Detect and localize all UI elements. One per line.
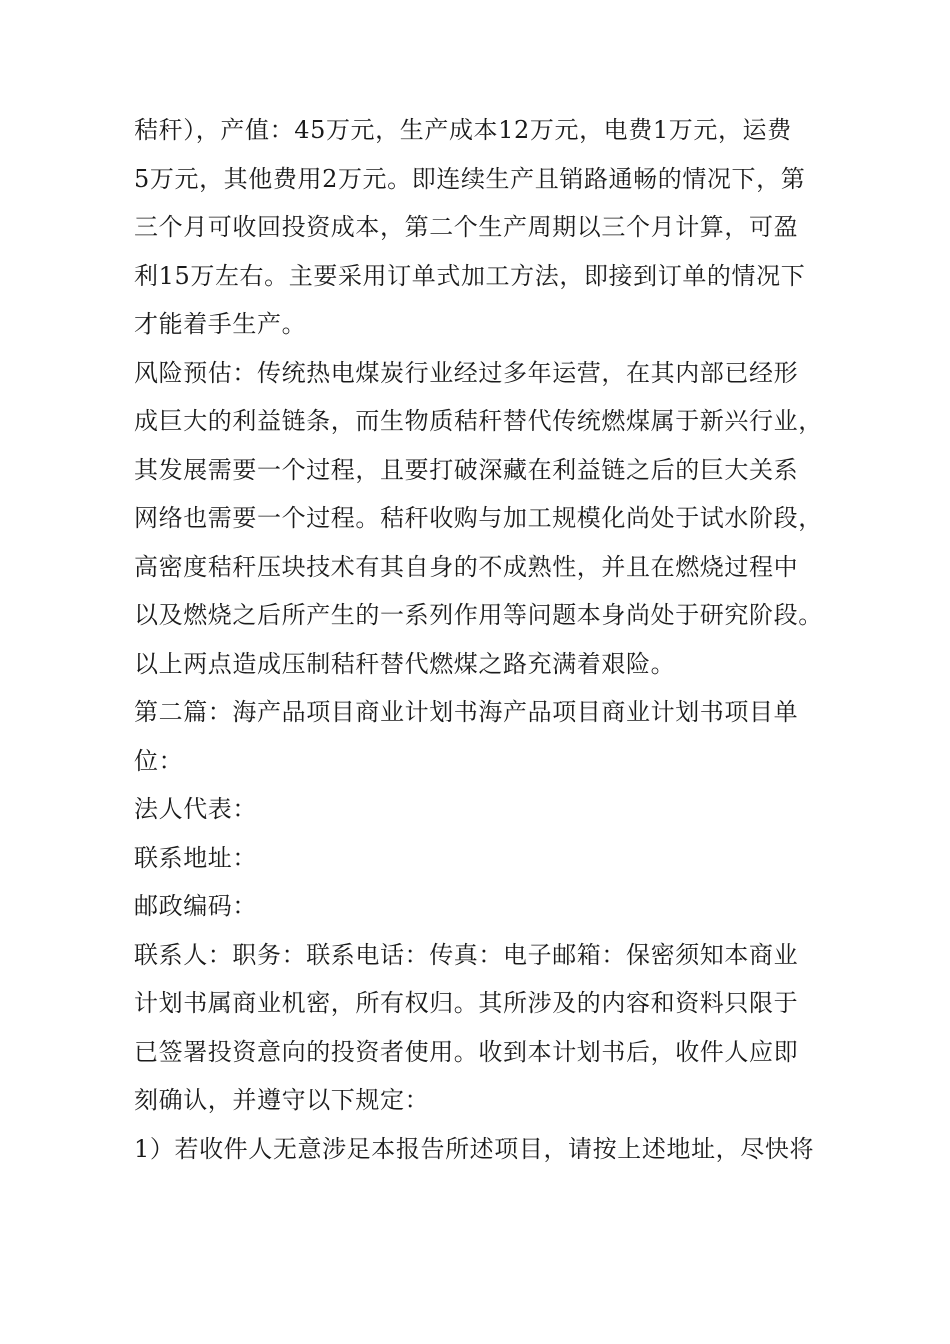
text-line: 计划书属商业机密，所有权归。其所涉及的内容和资料只限于 xyxy=(134,989,799,1017)
paragraph-finance xyxy=(134,106,840,349)
document-page xyxy=(134,106,840,1173)
text-line: 高密度秸秆压块技术有其自身的不成熟性，并且在燃烧过程中 xyxy=(134,552,799,581)
paragraph-postcode xyxy=(134,882,840,931)
text-line: 法人代表： xyxy=(134,795,257,823)
text-line: 才能着手生产。 xyxy=(134,310,307,338)
text-line: 风险预估：传统热电煤炭行业经过多年运营，在其内部已经形 xyxy=(134,358,799,387)
paragraph-risk xyxy=(134,349,840,689)
text-line: 刻确认，并遵守以下规定： xyxy=(134,1086,430,1114)
text-line: 邮政编码： xyxy=(134,892,257,920)
text-line: 三个月可收回投资成本，第二个生产周期以三个月计算，可盈 xyxy=(134,213,799,241)
text-line: 已签署投资意向的投资者使用。收到本计划书后，收件人应即 xyxy=(134,1037,799,1066)
paragraph-chapter-two xyxy=(134,688,840,785)
text-line: 以及燃烧之后所产生的一系列作用等问题本身尚处于研究阶段。 xyxy=(134,601,823,629)
text-line: 联系地址： xyxy=(134,843,257,872)
text-line: 1）若收件人无意涉足本报告所述项目，请按上述地址，尽快将 xyxy=(134,1134,815,1163)
paragraph-legal-rep xyxy=(134,785,840,834)
paragraph-rule-1 xyxy=(134,1125,840,1174)
text-line: 以上两点造成压制秸秆替代燃煤之路充满着艰险。 xyxy=(134,649,676,678)
paragraph-contact xyxy=(134,931,840,1125)
text-line: 第二篇：海产品项目商业计划书海产品项目商业计划书项目单 xyxy=(134,698,799,726)
text-line: 其发展需要一个过程，且要打破深藏在利益链之后的巨大关系 xyxy=(134,455,799,484)
text-line: 5万元，其他费用2万元。即连续生产且销路通畅的情况下，第 xyxy=(134,164,806,193)
text-line: 秸秆），产值：45万元，生产成本12万元，电费1万元，运费 xyxy=(134,116,792,144)
text-line: 联系人：职务：联系电话：传真：电子邮箱：保密须知本商业 xyxy=(134,940,799,969)
paragraph-address xyxy=(134,834,840,883)
text-line: 网络也需要一个过程。秸秆收购与加工规模化尚处于试水阶段， xyxy=(134,504,823,532)
text-line: 成巨大的利益链条，而生物质秸秆替代传统燃煤属于新兴行业， xyxy=(134,407,823,435)
text-line: 利15万左右。主要采用订单式加工方法，即接到订单的情况下 xyxy=(134,261,806,290)
text-line: 位： xyxy=(134,746,184,775)
